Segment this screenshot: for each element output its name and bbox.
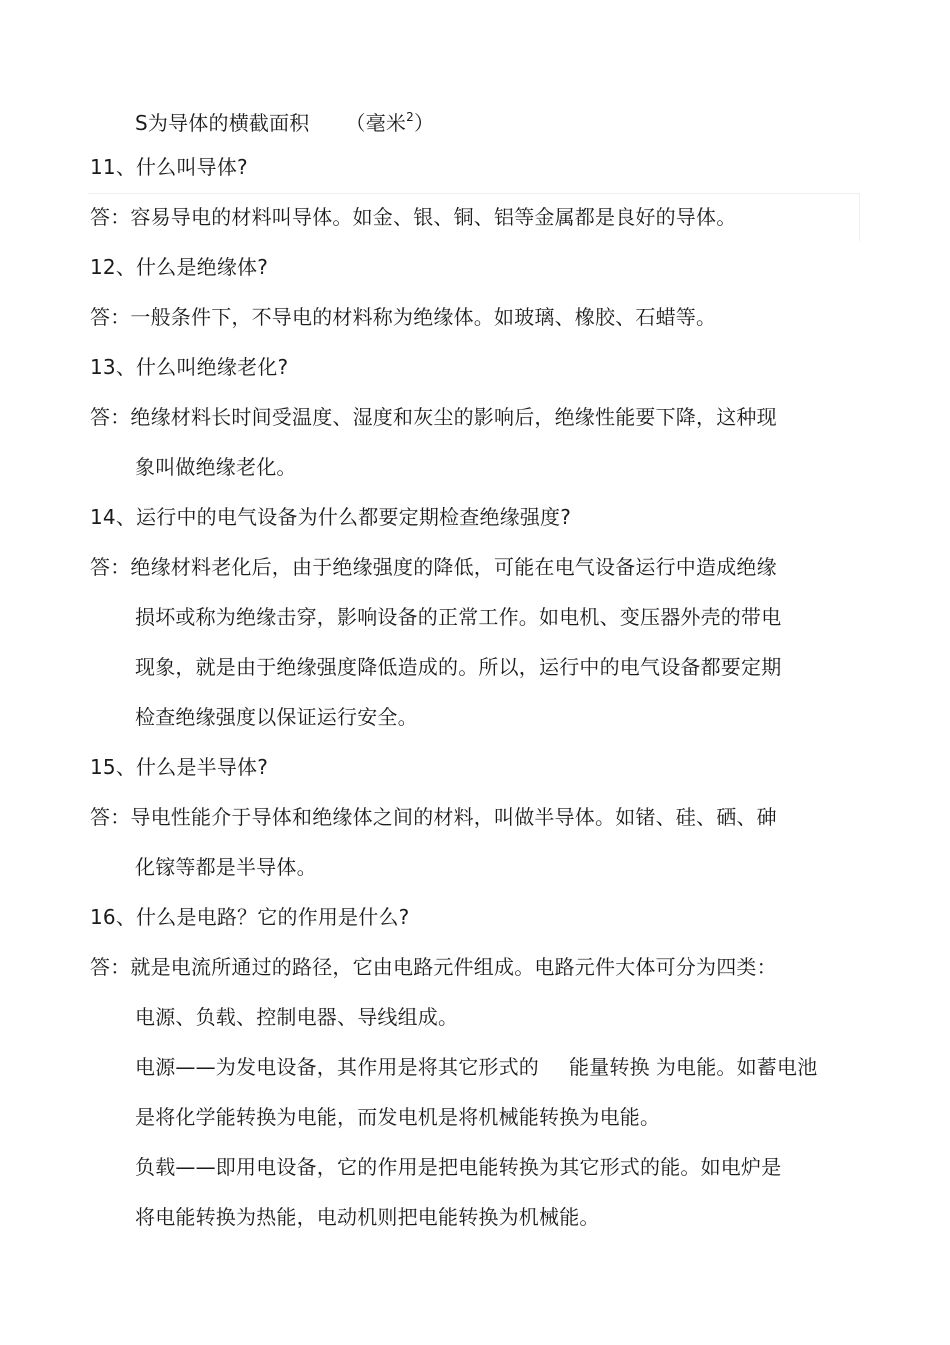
answer-14-line-3: 现象，就是由于绝缘强度降低造成的。所以，运行中的电气设备都要定期 xyxy=(135,655,782,679)
load-line-2: 将电能转换为热能，电动机则把电能转换为机械能。 xyxy=(135,1205,600,1229)
answer-16-line-1: 答：就是电流所通过的路径，它由电路元件组成。电路元件大体可分为四类： xyxy=(90,955,777,979)
answer-14-line-2: 损坏或称为绝缘击穿，影响设备的正常工作。如电机、变压器外壳的带电 xyxy=(135,605,782,629)
question-14: 14、运行中的电气设备为什么都要定期检查绝缘强度? xyxy=(90,505,572,529)
question-15: 15、什么是半导体? xyxy=(90,755,269,779)
question-11: 11、什么叫导体? xyxy=(90,155,248,179)
answer-13-line-1: 答：绝缘材料长时间受温度、湿度和灰尘的影响后，绝缘性能要下降，这种现 xyxy=(90,405,777,429)
answer-12: 答：一般条件下，不导电的材料称为绝缘体。如玻璃、橡胶、石蜡等。 xyxy=(90,305,717,329)
power-source-text-a: 电源——为发电设备，其作用是将其它形式的 xyxy=(135,1055,539,1079)
answer-16-line-2: 电源、负载、控制电器、导线组成。 xyxy=(135,1005,459,1029)
power-source-text-c: 为电能。如蓄电池 xyxy=(655,1055,818,1079)
answer-14-line-1: 答：绝缘材料老化后，由于绝缘强度的降低，可能在电气设备运行中造成绝缘 xyxy=(90,555,777,579)
question-16: 16、什么是电路？它的作用是什么? xyxy=(90,905,410,929)
power-source-line-1 xyxy=(135,1055,817,1079)
load-line-1: 负载——即用电设备，它的作用是把电能转换为其它形式的能。如电炉是 xyxy=(135,1155,782,1179)
answer-14-line-4: 检查绝缘强度以保证运行安全。 xyxy=(135,705,418,729)
answer-15-line-1: 答：导电性能介于导体和绝缘体之间的材料，叫做半导体。如锗、硅、硒、砷 xyxy=(90,805,777,829)
answer-15-line-2: 化镓等都是半导体。 xyxy=(135,855,317,879)
answer-13-line-2: 象叫做绝缘老化。 xyxy=(135,455,297,479)
question-12: 12、什么是绝缘体? xyxy=(90,255,269,279)
formula-note xyxy=(135,105,434,135)
formula-variable-text: S为导体的横截面积 xyxy=(135,111,310,135)
question-13: 13、什么叫绝缘老化? xyxy=(90,355,289,379)
formula-unit-superscript: 2 xyxy=(406,110,414,124)
answer-11: 答：容易导电的材料叫导体。如金、银、铜、铝等金属都是良好的导体。 xyxy=(90,205,737,229)
power-source-line-2: 是将化学能转换为电能，而发电机是将机械能转换为电能。 xyxy=(135,1105,661,1129)
formula-unit-open: （毫米 xyxy=(345,111,407,135)
formula-unit-close: ） xyxy=(413,111,435,135)
power-source-text-b: 能量转换 xyxy=(569,1055,650,1079)
